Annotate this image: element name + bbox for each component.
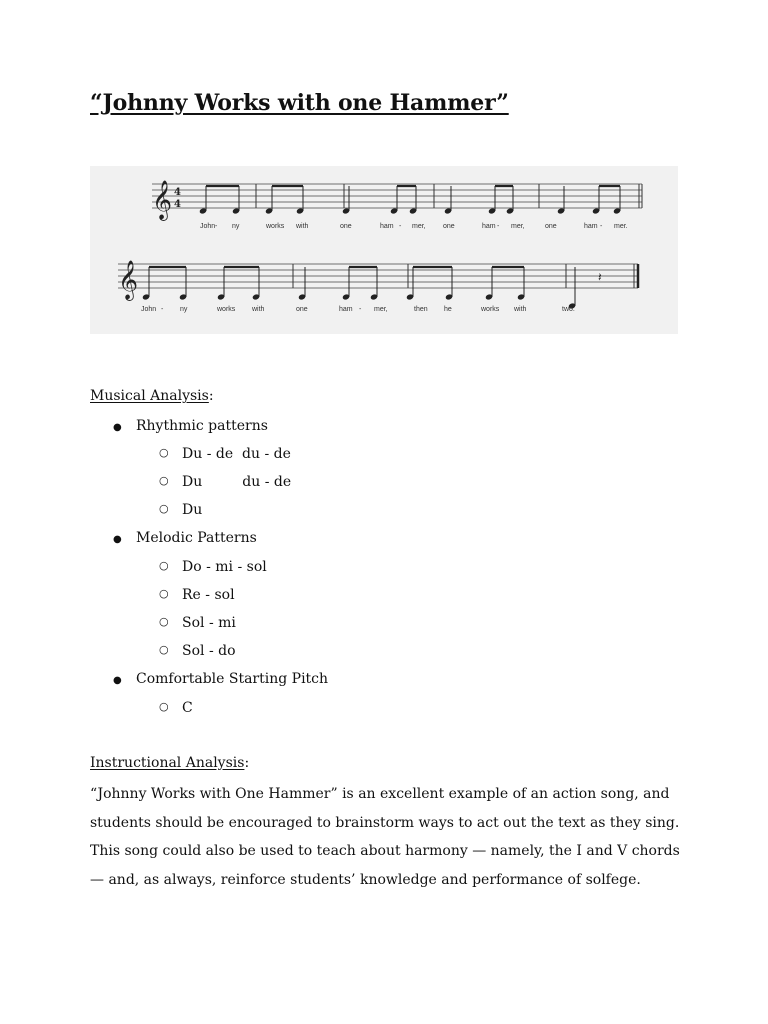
hollow-bullet-icon: ○: [159, 502, 169, 515]
analysis-subitem: [159, 643, 236, 659]
hollow-bullet-icon: ○: [159, 474, 169, 487]
lyric-syllable: ny: [180, 306, 188, 313]
analysis-item-label: Rhythmic patterns: [136, 418, 268, 434]
hollow-bullet-icon: ○: [159, 587, 169, 600]
analysis-subitem-label: Sol - mi: [182, 615, 236, 631]
lyric-syllable: John: [200, 223, 216, 230]
lyric-syllable: with: [296, 223, 309, 230]
analysis-subitem-label: Sol - do: [182, 643, 236, 659]
sheet-music: [90, 166, 678, 334]
lyric-syllable: mer,: [374, 306, 388, 313]
analysis-item: [113, 671, 329, 687]
analysis-subitem: [159, 474, 292, 490]
lyric-syllable: ny: [232, 223, 240, 230]
time-signature: 4: [174, 199, 181, 210]
bullet-icon: ●: [113, 534, 122, 545]
lyric-syllable: one: [340, 223, 352, 230]
lyric-syllable: -: [399, 223, 402, 230]
quarter-rest-icon: 𝄽: [598, 270, 602, 284]
lyric-syllable: one: [545, 223, 557, 230]
lyric-syllable: ham: [339, 306, 353, 313]
hollow-bullet-icon: ○: [159, 446, 169, 459]
analysis-subitem: [159, 700, 193, 716]
musical-analysis-heading: Musical Analysis:: [90, 388, 214, 404]
lyric-syllable: ham: [584, 223, 598, 230]
lyric-syllable: John: [141, 306, 157, 313]
analysis-subitem: [159, 446, 291, 462]
lyric-syllable: works: [266, 223, 285, 230]
analysis-item-label: Melodic Patterns: [136, 530, 257, 546]
analysis-subitem-label: Du - de du - de: [182, 446, 291, 462]
analysis-subitem: [159, 615, 236, 631]
lyric-syllable: mer,: [412, 223, 426, 230]
lyric-syllable: works: [217, 306, 236, 313]
analysis-item: [113, 418, 268, 434]
treble-clef-icon: 𝄞: [118, 260, 139, 300]
time-signature: 4: [174, 187, 181, 198]
treble-clef-icon: 𝄞: [152, 180, 173, 220]
analysis-subitem-label: C: [182, 700, 193, 716]
hollow-bullet-icon: ○: [159, 643, 169, 656]
music-staff: [90, 166, 678, 334]
analysis-subitem: [159, 559, 267, 575]
lyric-syllable: -: [600, 223, 603, 230]
lyric-syllable: then: [414, 306, 428, 313]
hollow-bullet-icon: ○: [159, 559, 169, 572]
analysis-subitem-label: Do - mi - sol: [182, 559, 267, 575]
instructional-analysis-text: “Johnny Works with One Hammer” is an excellent example of an action song, and students should be encouraged to brainstorm ways to act out the text as they sing. This song could also be used to teach about harmony — namely, the I and V chords — and, as always, reinforce students’ knowledge and performance of solfege.: [90, 786, 680, 889]
page-title: “Johnny Works with one Hammer”: [90, 90, 509, 116]
lyric-syllable: he: [444, 306, 452, 313]
lyric-syllable: -: [359, 306, 362, 313]
lyric-syllable: ham: [380, 223, 394, 230]
lyric-syllable: two.: [562, 306, 575, 313]
lyric-syllable: ham: [482, 223, 496, 230]
lyric-syllable: works: [481, 306, 500, 313]
lyric-syllable: -: [161, 306, 164, 313]
analysis-item-label: Comfortable Starting Pitch: [136, 671, 329, 687]
analysis-subitem: [159, 587, 235, 603]
instructional-analysis-heading: Instructional Analysis:: [90, 755, 250, 771]
hollow-bullet-icon: ○: [159, 700, 169, 713]
analysis-subitem-label: Du: [182, 502, 203, 518]
bullet-icon: ●: [113, 675, 122, 686]
analysis-subitem-label: Du du - de: [182, 474, 292, 490]
hollow-bullet-icon: ○: [159, 615, 169, 628]
lyric-syllable: mer,: [511, 223, 525, 230]
lyric-syllable: -: [215, 223, 218, 230]
bullet-icon: ●: [113, 422, 122, 433]
analysis-subitem: [159, 502, 203, 518]
lyric-syllable: with: [514, 306, 527, 313]
analysis-subitem-label: Re - sol: [182, 587, 235, 603]
analysis-item: [113, 530, 257, 546]
lyric-syllable: mer.: [614, 223, 628, 230]
lyric-syllable: -: [497, 223, 500, 230]
lyric-syllable: one: [296, 306, 308, 313]
lyric-syllable: with: [252, 306, 265, 313]
lyric-syllable: one: [443, 223, 455, 230]
